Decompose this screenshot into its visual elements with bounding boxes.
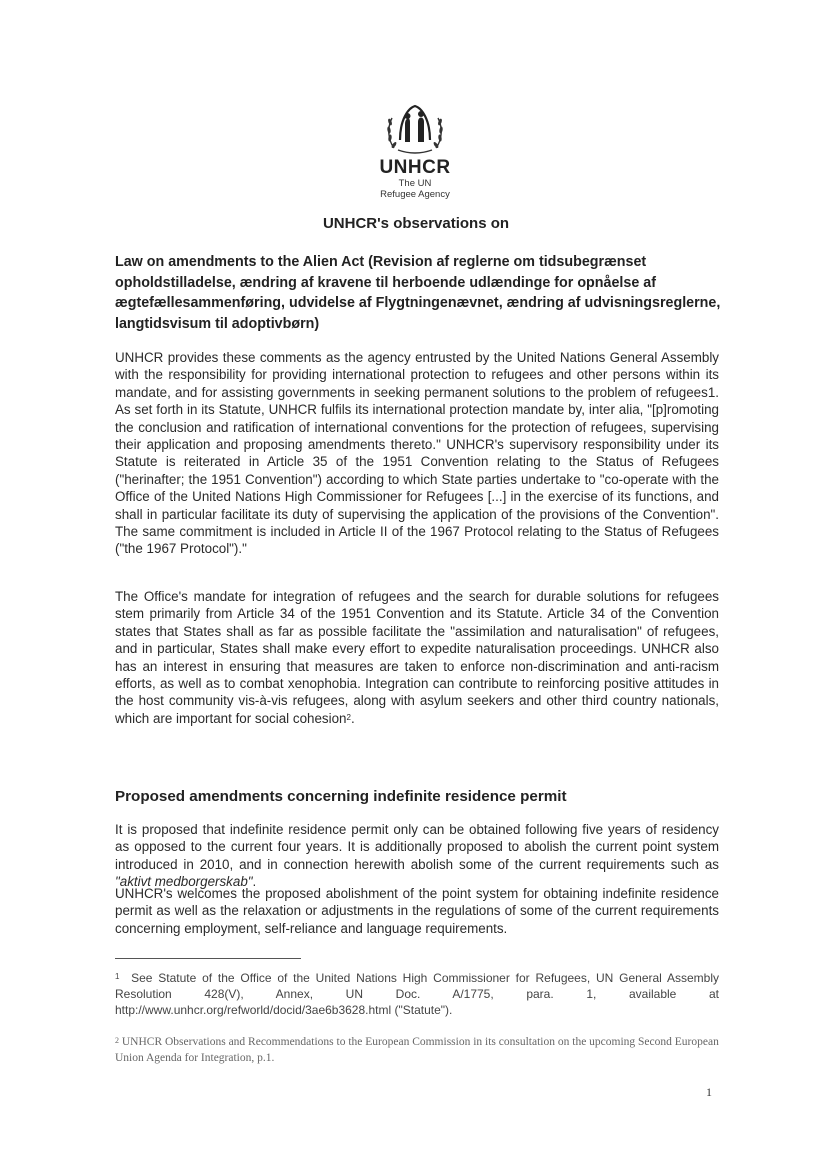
footnote-ref-2[interactable]: 2 (346, 712, 351, 722)
paragraph-proposal (115, 821, 719, 891)
logo-wordmark: UNHCR (379, 157, 451, 178)
unhcr-emblem-icon (380, 100, 450, 158)
footnote-2 (115, 1034, 719, 1066)
law-title: Law on amendments to the Alien Act (Revision af reglerne om tidsubegrænset opholdstilladelse, ændring af kravene til herboende udlændinge for opnåelse af ægtefællesammenføring, udvidelse af Flygtningenævnet, ændring af udvisningsreglerne, langtidsvisum til adoptivbørn) (115, 254, 721, 332)
paragraph-proposal-italic: "aktivt medborgerskab" (115, 874, 253, 890)
footnote-1 (115, 970, 719, 1018)
unhcr-logo (360, 100, 470, 200)
footnote-2-marker: 2 (115, 1036, 119, 1045)
paragraph-integration (115, 588, 719, 727)
logo-tagline-line1: The UN (398, 178, 432, 189)
paragraph-proposal-text: It is proposed that indefinite residence permit only can be obtained following five years of residency as opposed to the current four years. It is additionally proposed to abolish the current point system introduced in 2010, and in connection herewith abolish some of the current requirements such as (115, 822, 719, 872)
footnote-1-text: See Statute of the Office of the United Nations High Commissioner for Refugees, UN General Assembly Resolution 428(V), Annex, UN Doc. A/1775, para. 1, available at http://www.unhcr.org/refworld/docid/3ae6b3628.html ("Statute"). (115, 971, 720, 1017)
paragraph-integration-text: The Office's mandate for integration of refugees and the search for durable solutions for refugees stem primarily from Article 34 of the 1951 Convention and its Statute. Article 34 of the Convention states that States shall as far as possible facilitate the "assimilation and naturalisation" of refugees, and in particular, States shall make every effort to expedite naturalisation proceedings. UNHCR also has an interest in ensuring that measures are taken to enforce non-discrimination and anti-racism efforts, as well as to combat xenophobia. Integration can contribute to reinforcing positive attitudes in the host community vis-à-vis refugees, along with asylum seekers and other third country nationals, which are important for social cohesion (115, 589, 719, 726)
logo-tagline-line2: Refugee Agency (380, 189, 450, 200)
paragraph-proposal-end: . (252, 874, 257, 890)
paragraph-mandate: UNHCR provides these comments as the agency entrusted by the United Nations General Assembly with the responsibility for providing international protection to refugees and other persons within its mandate, and for assisting governments in seeking permanent solutions to the problem of refugees1. As set forth in its Statute, UNHCR fulfils its international protection mandate by, inter alia, "[p]romoting the conclusion and ratification of international conventions for the protection of refugees, supervising their application and proposing amendments thereto." UNHCR's supervisory responsibility under its Statute is reiterated in Article 35 of the 1951 Convention relating to the Status of Refugees ("herinafter; the 1951 Convention") according to which State parties undertake to "co-operate with the Office of the United Nations High Commissioner for Refugees [...] in the exercise of its functions, and shall in particular facilitate its duty of supervising the application of the provisions of the Convention". The same commitment is included in Article II of the 1967 Protocol relating to the Status of Refugees ("the 1967 Protocol")." (115, 350, 719, 557)
page-number: 1 (706, 1085, 712, 1099)
document-title: UNHCR's observations on (322, 215, 510, 232)
paragraph-welcome: UNHCR's welcomes the proposed abolishment of the point system for obtaining indefinite residence permit as well as the relaxation or adjustments in the regulations of some of the current requirements concerning employment, self-reliance and language requirements. (115, 886, 719, 936)
footnote-1-marker: 1 (115, 972, 120, 981)
paragraph-integration-end: . (350, 710, 355, 726)
footnote-2-text: UNHCR Observations and Recommendations to the European Commission in its consultation on the upcoming Second European Union Agenda for Integration, p.1. (115, 1036, 719, 1064)
section-heading: Proposed amendments concerning indefinite residence permit (115, 788, 567, 805)
footnote-divider (115, 958, 301, 959)
